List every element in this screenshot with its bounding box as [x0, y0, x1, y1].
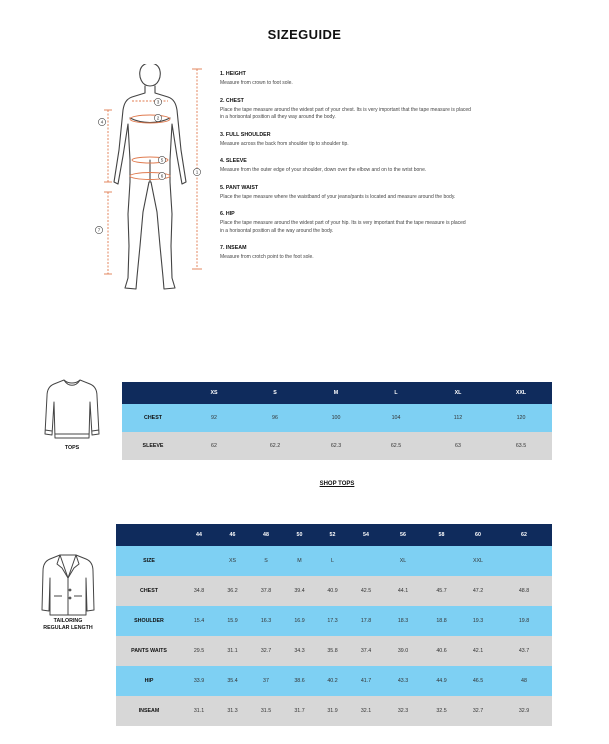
- table-row: [116, 636, 552, 666]
- table-cell: 92: [184, 404, 244, 432]
- table-cell: 42.5: [349, 576, 383, 606]
- blazer-icon: [40, 552, 96, 618]
- table-cell: [182, 546, 216, 576]
- table-cell: XL: [383, 546, 423, 576]
- table-cell: 32.3: [383, 696, 423, 726]
- tailoring-header-row: [116, 524, 552, 546]
- table-cell: 39.4: [283, 576, 316, 606]
- header-cell: 54: [349, 524, 383, 546]
- table-cell: 38.6: [283, 666, 316, 696]
- header-cell: [122, 382, 184, 404]
- table-cell: 31.1: [182, 696, 216, 726]
- table-cell: 47.2: [460, 576, 496, 606]
- measure-number: 1: [195, 169, 199, 175]
- table-cell: 33.9: [182, 666, 216, 696]
- table-cell: 112: [426, 404, 490, 432]
- instruction-height: [220, 71, 530, 88]
- table-cell: 48.8: [496, 576, 552, 606]
- row-label: INSEAM: [116, 696, 182, 726]
- measure-number: 7: [97, 227, 101, 233]
- table-cell: 19.8: [496, 606, 552, 636]
- row-label: SIZE: [116, 546, 182, 576]
- table-cell: 31.5: [249, 696, 283, 726]
- row-label: SLEEVE: [122, 432, 184, 460]
- instruction-title: 7. INSEAM: [220, 245, 247, 251]
- header-cell: 48: [249, 524, 283, 546]
- header-cell: L: [366, 382, 426, 404]
- instruction-chest: [220, 98, 530, 122]
- table-cell: 35.4: [216, 666, 249, 696]
- table-row: [116, 696, 552, 726]
- body-outline-icon: [114, 64, 186, 289]
- tops-size-table: [122, 382, 552, 460]
- table-cell: 63: [426, 432, 490, 460]
- table-cell: 17.3: [316, 606, 349, 636]
- table-row: [116, 606, 552, 636]
- header-cell: 60: [460, 524, 496, 546]
- row-label: PANTS WAITS: [116, 636, 182, 666]
- header-cell: XS: [184, 382, 244, 404]
- instruction-pant-waist: [220, 185, 530, 202]
- instruction-hip: [220, 211, 530, 235]
- tops-header-row: [122, 382, 552, 404]
- body-measurement-figure: [92, 64, 212, 300]
- table-cell: 15.9: [216, 606, 249, 636]
- row-label: SHOULDER: [116, 606, 182, 636]
- header-cell: 58: [423, 524, 460, 546]
- table-cell: 62.2: [244, 432, 306, 460]
- table-cell: [496, 546, 552, 576]
- header-cell: 44: [182, 524, 216, 546]
- table-cell: 43.7: [496, 636, 552, 666]
- header-cell: XL: [426, 382, 490, 404]
- table-cell: 31.1: [216, 636, 249, 666]
- instruction-text: Measure from the outer edge of your shoulder, down over the elbow and on to the wrist bone.: [220, 167, 427, 173]
- table-cell: 35.8: [316, 636, 349, 666]
- table-cell: XS: [216, 546, 249, 576]
- sweater-icon: [42, 376, 102, 444]
- instruction-text: Measure from crown to foot sole.: [220, 80, 293, 86]
- table-cell: 32.5: [423, 696, 460, 726]
- table-cell: 43.3: [383, 666, 423, 696]
- measure-number: 4: [100, 119, 104, 125]
- header-cell: [116, 524, 182, 546]
- table-cell: 32.1: [349, 696, 383, 726]
- table-cell: 17.8: [349, 606, 383, 636]
- table-cell: [423, 546, 460, 576]
- row-label: CHEST: [122, 404, 184, 432]
- table-cell: 120: [490, 404, 552, 432]
- table-cell: 104: [366, 404, 426, 432]
- instruction-text: Measure across the back from shoulder tip to shoulder tip.: [220, 140, 349, 147]
- table-cell: 48: [496, 666, 552, 696]
- table-cell: 96: [244, 404, 306, 432]
- table-cell: 29.5: [182, 636, 216, 666]
- table-cell: 15.4: [182, 606, 216, 636]
- table-cell: 37.8: [249, 576, 283, 606]
- page-title: SIZEGUIDE: [267, 27, 342, 42]
- table-cell: 45.7: [423, 576, 460, 606]
- header-cell: XXL: [490, 382, 552, 404]
- table-cell: 62.5: [366, 432, 426, 460]
- measure-number: 5: [160, 157, 164, 163]
- table-cell: 46.5: [460, 666, 496, 696]
- table-cell: 34.8: [182, 576, 216, 606]
- instruction-text: Place the tape measure where the waistband of your jeans/pants is located and measure around the body.: [220, 193, 456, 200]
- instruction-title: 6. HIP: [220, 211, 235, 217]
- table-cell: 42.1: [460, 636, 496, 666]
- table-cell: 18.3: [383, 606, 423, 636]
- table-row: [116, 576, 552, 606]
- instruction-inseam: [220, 245, 530, 262]
- measure-number: 2: [156, 115, 160, 121]
- table-cell: 32.9: [496, 696, 552, 726]
- instruction-title: 4. SLEEVE: [220, 158, 247, 164]
- table-cell: 31.7: [283, 696, 316, 726]
- table-cell: 39.0: [383, 636, 423, 666]
- instruction-text: Place the tape measure around the widest part of your chest. Its is very important that the tape measure is placed in a horisontal position all they way around the body.: [220, 106, 471, 120]
- table-cell: M: [283, 546, 316, 576]
- row-label: CHEST: [116, 576, 182, 606]
- header-cell: 50: [283, 524, 316, 546]
- table-cell: 16.3: [249, 606, 283, 636]
- table-cell: 100: [306, 404, 366, 432]
- instruction-title: 1. HEIGHT: [220, 71, 246, 77]
- table-row: [116, 546, 552, 576]
- table-row: [122, 404, 552, 432]
- table-cell: 44.1: [383, 576, 423, 606]
- table-cell: 63.5: [490, 432, 552, 460]
- instruction-text: Measure from crotch point to the foot sole.: [220, 254, 314, 260]
- table-cell: [349, 546, 383, 576]
- instruction-title: 2. CHEST: [220, 97, 244, 104]
- table-row: [122, 432, 552, 460]
- tailoring-size-table: [116, 524, 552, 726]
- table-cell: 41.7: [349, 666, 383, 696]
- measure-number: 3: [156, 99, 160, 105]
- instruction-title: 5. PANT WAIST: [220, 184, 259, 191]
- tops-label: TOPS: [64, 445, 80, 451]
- header-cell: 52: [316, 524, 349, 546]
- table-cell: L: [316, 546, 349, 576]
- table-cell: 36.2: [216, 576, 249, 606]
- table-cell: 31.3: [216, 696, 249, 726]
- table-cell: 44.9: [423, 666, 460, 696]
- shop-tops-link[interactable]: SHOP TOPS: [319, 481, 355, 487]
- table-cell: 34.3: [283, 636, 316, 666]
- instruction-title: 3. FULL SHOULDER: [220, 131, 271, 138]
- table-cell: 40.9: [316, 576, 349, 606]
- measurement-instructions: [220, 71, 530, 272]
- header-cell: 62: [496, 524, 552, 546]
- table-cell: 37.4: [349, 636, 383, 666]
- table-cell: 16.9: [283, 606, 316, 636]
- header-cell: 46: [216, 524, 249, 546]
- instruction-text: Place the tape measure around the widest part of your hip. Its is very important that the tape measure is placed in a horisontal position all the way around the body.: [220, 220, 466, 234]
- table-cell: S: [249, 546, 283, 576]
- instruction-full-shoulder: [220, 132, 530, 149]
- measure-number: 6: [160, 173, 164, 179]
- table-cell: 32.7: [249, 636, 283, 666]
- tailoring-label: TAILORING REGULAR LENGTH: [43, 618, 93, 631]
- table-cell: 40.2: [316, 666, 349, 696]
- header-cell: 56: [383, 524, 423, 546]
- table-cell: 37: [249, 666, 283, 696]
- table-row: [116, 666, 552, 696]
- row-label: HIP: [116, 666, 182, 696]
- table-cell: 62.3: [306, 432, 366, 460]
- table-cell: 32.7: [460, 696, 496, 726]
- table-cell: 62: [184, 432, 244, 460]
- table-cell: XXL: [460, 546, 496, 576]
- table-cell: 40.6: [423, 636, 460, 666]
- instruction-sleeve: [220, 158, 530, 175]
- table-cell: 18.8: [423, 606, 460, 636]
- table-cell: 31.9: [316, 696, 349, 726]
- measure-lines: [104, 69, 202, 274]
- table-cell: 19.3: [460, 606, 496, 636]
- header-cell: S: [244, 382, 306, 404]
- header-cell: M: [306, 382, 366, 404]
- measure-number-markers: [95, 98, 200, 233]
